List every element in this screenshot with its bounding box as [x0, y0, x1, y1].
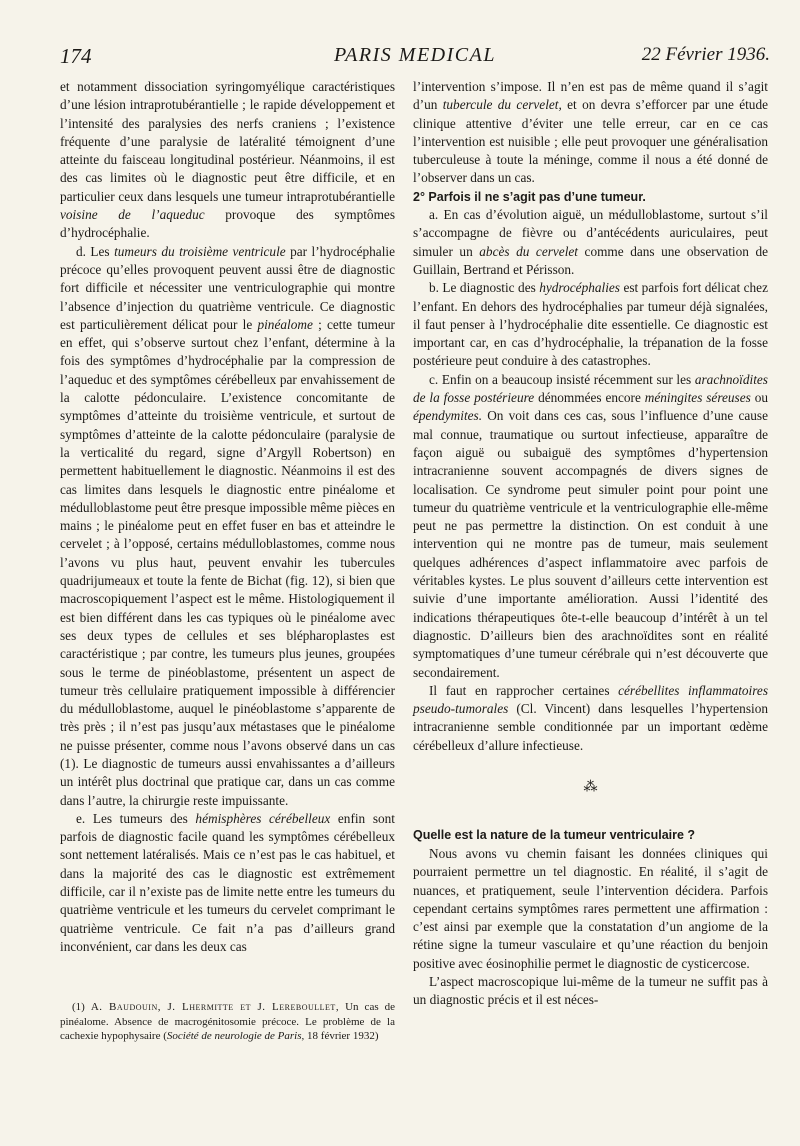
journal-title: PARIS MEDICAL	[334, 44, 496, 66]
paragraph-abscess: a. En cas d’évolution aiguë, un médulloblastome, surtout s’il s’accompagne de fièvre ou d’antécédents auriculaires, peut simuler un abcès du cervelet comme dans une observation de Guillain, Bertrand et Périsson.	[413, 207, 768, 277]
asterism-divider: ⁂	[583, 779, 598, 795]
paragraph-cerebellar-hemispheres: e. Les tumeurs des hémisphères cérébelleux enfin sont parfois de diagnostic facile quand les symptômes cérébelleux sont nettement latéralisés. Mais ce n’est pas le cas habituel, et dans la majorité des cas le diagnostic est extrêmement difficile, car il n’existe pas de limite nette entre les tumeurs du quatrième ventricule et les tumeurs du cervelet comprimant le quatrième ventricule. Ce fait n’a pas d’ailleurs grand inconvénient, car dans les deux cas	[60, 810, 395, 954]
section-heading-not-tumor: 2° Parfois il ne s’agit pas d’une tumeur.	[413, 189, 646, 204]
paragraph-cerebellites: Il faut en rapprocher certaines cérébellites inflammatoires pseudo-tumorales (Cl. Vincent) dans lesquelles l’hypertension intracranienne semble conditionnée par un important œdème cérébelleux d’allure infectieuse.	[413, 682, 769, 753]
right-column	[413, 78, 768, 1010]
paragraph-macroscopic: L’aspect macroscopique lui-même de la tumeur ne suffit pas à un diagnostic précis et il est néces-	[413, 974, 768, 1008]
issue-date: 22 Février 1936.	[641, 44, 770, 65]
paragraph-arachnoiditis: c. Enfin on a beaucoup insisté récemment sur les arachnoïdites de la fosse postérieure dénommées encore méningites séreuses ou épendymites. On voit dans ces cas, sous l’influence d’une cause mal connue, traumatique ou surtout infectieuse, apparaître de façon aiguë ou subaiguë des symptômes d’hypertension intracranienne souvent accompagnés de divers signes de localisation. Ce syndrome peut simuler point pour point une tumeur du quatrième ventricule et la ventriculographie elle-même peut ne pas permettre la distinction. On est conduit à une intervention qui ne montre pas de tumeur, mais seulement quelques adhérences d’aspect inflammatoire avec parfois de véritables kystes. Le plus souvent d’ailleurs cette intervention est suivie d’une importante amélioration. Aussi l’identité des indications thérapeutiques ôte-t-elle beaucoup d’intérêt à un tel diagnostic. D’ailleurs bien des arachnoïdites sont en réalité symptomatiques d’une tumeur cérébrale qui n’est découverte que secondairement.	[413, 371, 768, 680]
left-column	[60, 78, 395, 956]
paragraph-third-ventricle: d. Les tumeurs du troisième ventricule par l’hydrocéphalie précoce qu’elles provoquent peuvent aussi être de diagnostic fort difficile et nécessiter une ventriculographie qui montre l’absence d’injection du quatrième ventricule. Ce diagnostic est particulièrement délicat pour le pinéalome ; cette tumeur en effet, qui s’observe surtout chez l’enfant, détermine à la fois des symptômes d’hydrocéphalie par la compression de l’aqueduc et des symptômes cérébelleux par envahissement de la calotte pédonculaire. L’existence concomitante de symptômes d’atteinte du troisième ventricule, et surtout de symptômes d’atteinte de la calotte pédonculaire (paralysie de la verticalité du regard, signe d’Argyll Robertson) en permettent habituellement le diagnostic. Néanmoins il est des cas limites dans lesquels le diagnostic entre pinéalome et médulloblastome peut être presque impossible même pièces en mains ; le pinéalome peut en effet fuser en bas et atteindre le cervelet ; à l’opposé, certains médulloblastomes, comme nous l’avons vu plus haut, peuvent envahir les tubercules quadrijumeaux et toute la fente de Bichat (fig. 12), si bien que macroscopiquement l’aspect est le même. Histologiquement il est bien différent dans les cas typiques où le pinéalome avec ses deux types de cellules et ses blépharoplastes est caractéristique ; par contre, les tumeurs plus jeunes, groupées sous le terme de pinéoblastome, présentent un aspect de tumeur très cellulaire pratiquement impossible à différencier du médulloblastome, auquel le pinéoblastome s’apparente de très près ; il n’est pas jusqu’aux métastases que le pinéalome ne puisse présenter, comme nous l’avons observé dans un cas (1). Le diagnostic de tumeurs aussi envahissantes a d’ailleurs un intérêt plus doctrinal que pratique car, dans un cas comme dans l’autre, la chirurgie reste impuissante.	[60, 243, 395, 808]
page-header	[60, 44, 770, 74]
paragraph-intervention: l’intervention s’impose. Il n’en est pas de même quand il s’agit d’un tubercule du cervelet, et on devra s’efforcer par une étude clinique attentive d’éviter une telle erreur, car en ce cas l’intervention est nuisible ; elle peut provoquer une généralisation tuberculeuse à toute la méninge, comme il nous a été donné de l’observer dans un cas.	[413, 79, 769, 186]
paragraph-protuberance: et notamment dissociation syringomyélique caractéristiques d’une lésion intraprotubérantielle ; le rapide développement et l’intensité des paralysies des nerfs craniens ; l’existence fréquente d’une paralysie de latéralité témoignent d’une atteinte du faisceau longitudinal postérieur. Néanmoins, il est des cas limites où le diagnostic peut être difficile, et en particulier ceux dans lesquels une tumeur intraprotubérantielle voisine de l’aqueduc provoque des symptômes d’hydrocéphalie.	[60, 79, 396, 241]
page-number: 174	[60, 44, 92, 68]
section-heading-tumor-nature: Quelle est la nature de la tumeur ventriculaire ?	[413, 827, 696, 842]
footnote: (1) A. Baudouin, J. Lhermitte et J. Lereboullet, Un cas de pinéalome. Absence de macrogénitosomie précoce. Le problème de la cachexie hypophysaire (Société de neurologie de Paris, 18 février 1932)	[60, 1001, 396, 1043]
paragraph-hydrocephalies: b. Le diagnostic des hydrocéphalies est parfois fort délicat chez l’enfant. En dehors des hydrocéphalies par tumeur déjà signalées, il faut penser à l’hydrocéphalie dite essentielle. Ce diagnostic est important car, en cas d’hydrocéphalie, la trépanation de la fosse postérieure peut conduire à des catastrophes.	[413, 280, 768, 369]
paragraph-clinical-data: Nous avons vu chemin faisant les données cliniques qui pourraient permettre un tel diagnostic. En réalité, il s’agit de nuances, et pratiquement, seule l’intervention décidera. Parfois cependant certains symptômes rares permettent une affirmation : c’est ainsi par exemple que la constatation d’un angiome de la rétine signe la tumeur vasculaire et qu’une réaction du benjoin positive avec éosinophilie permet le diagnostic de cysticercose.	[413, 845, 768, 971]
